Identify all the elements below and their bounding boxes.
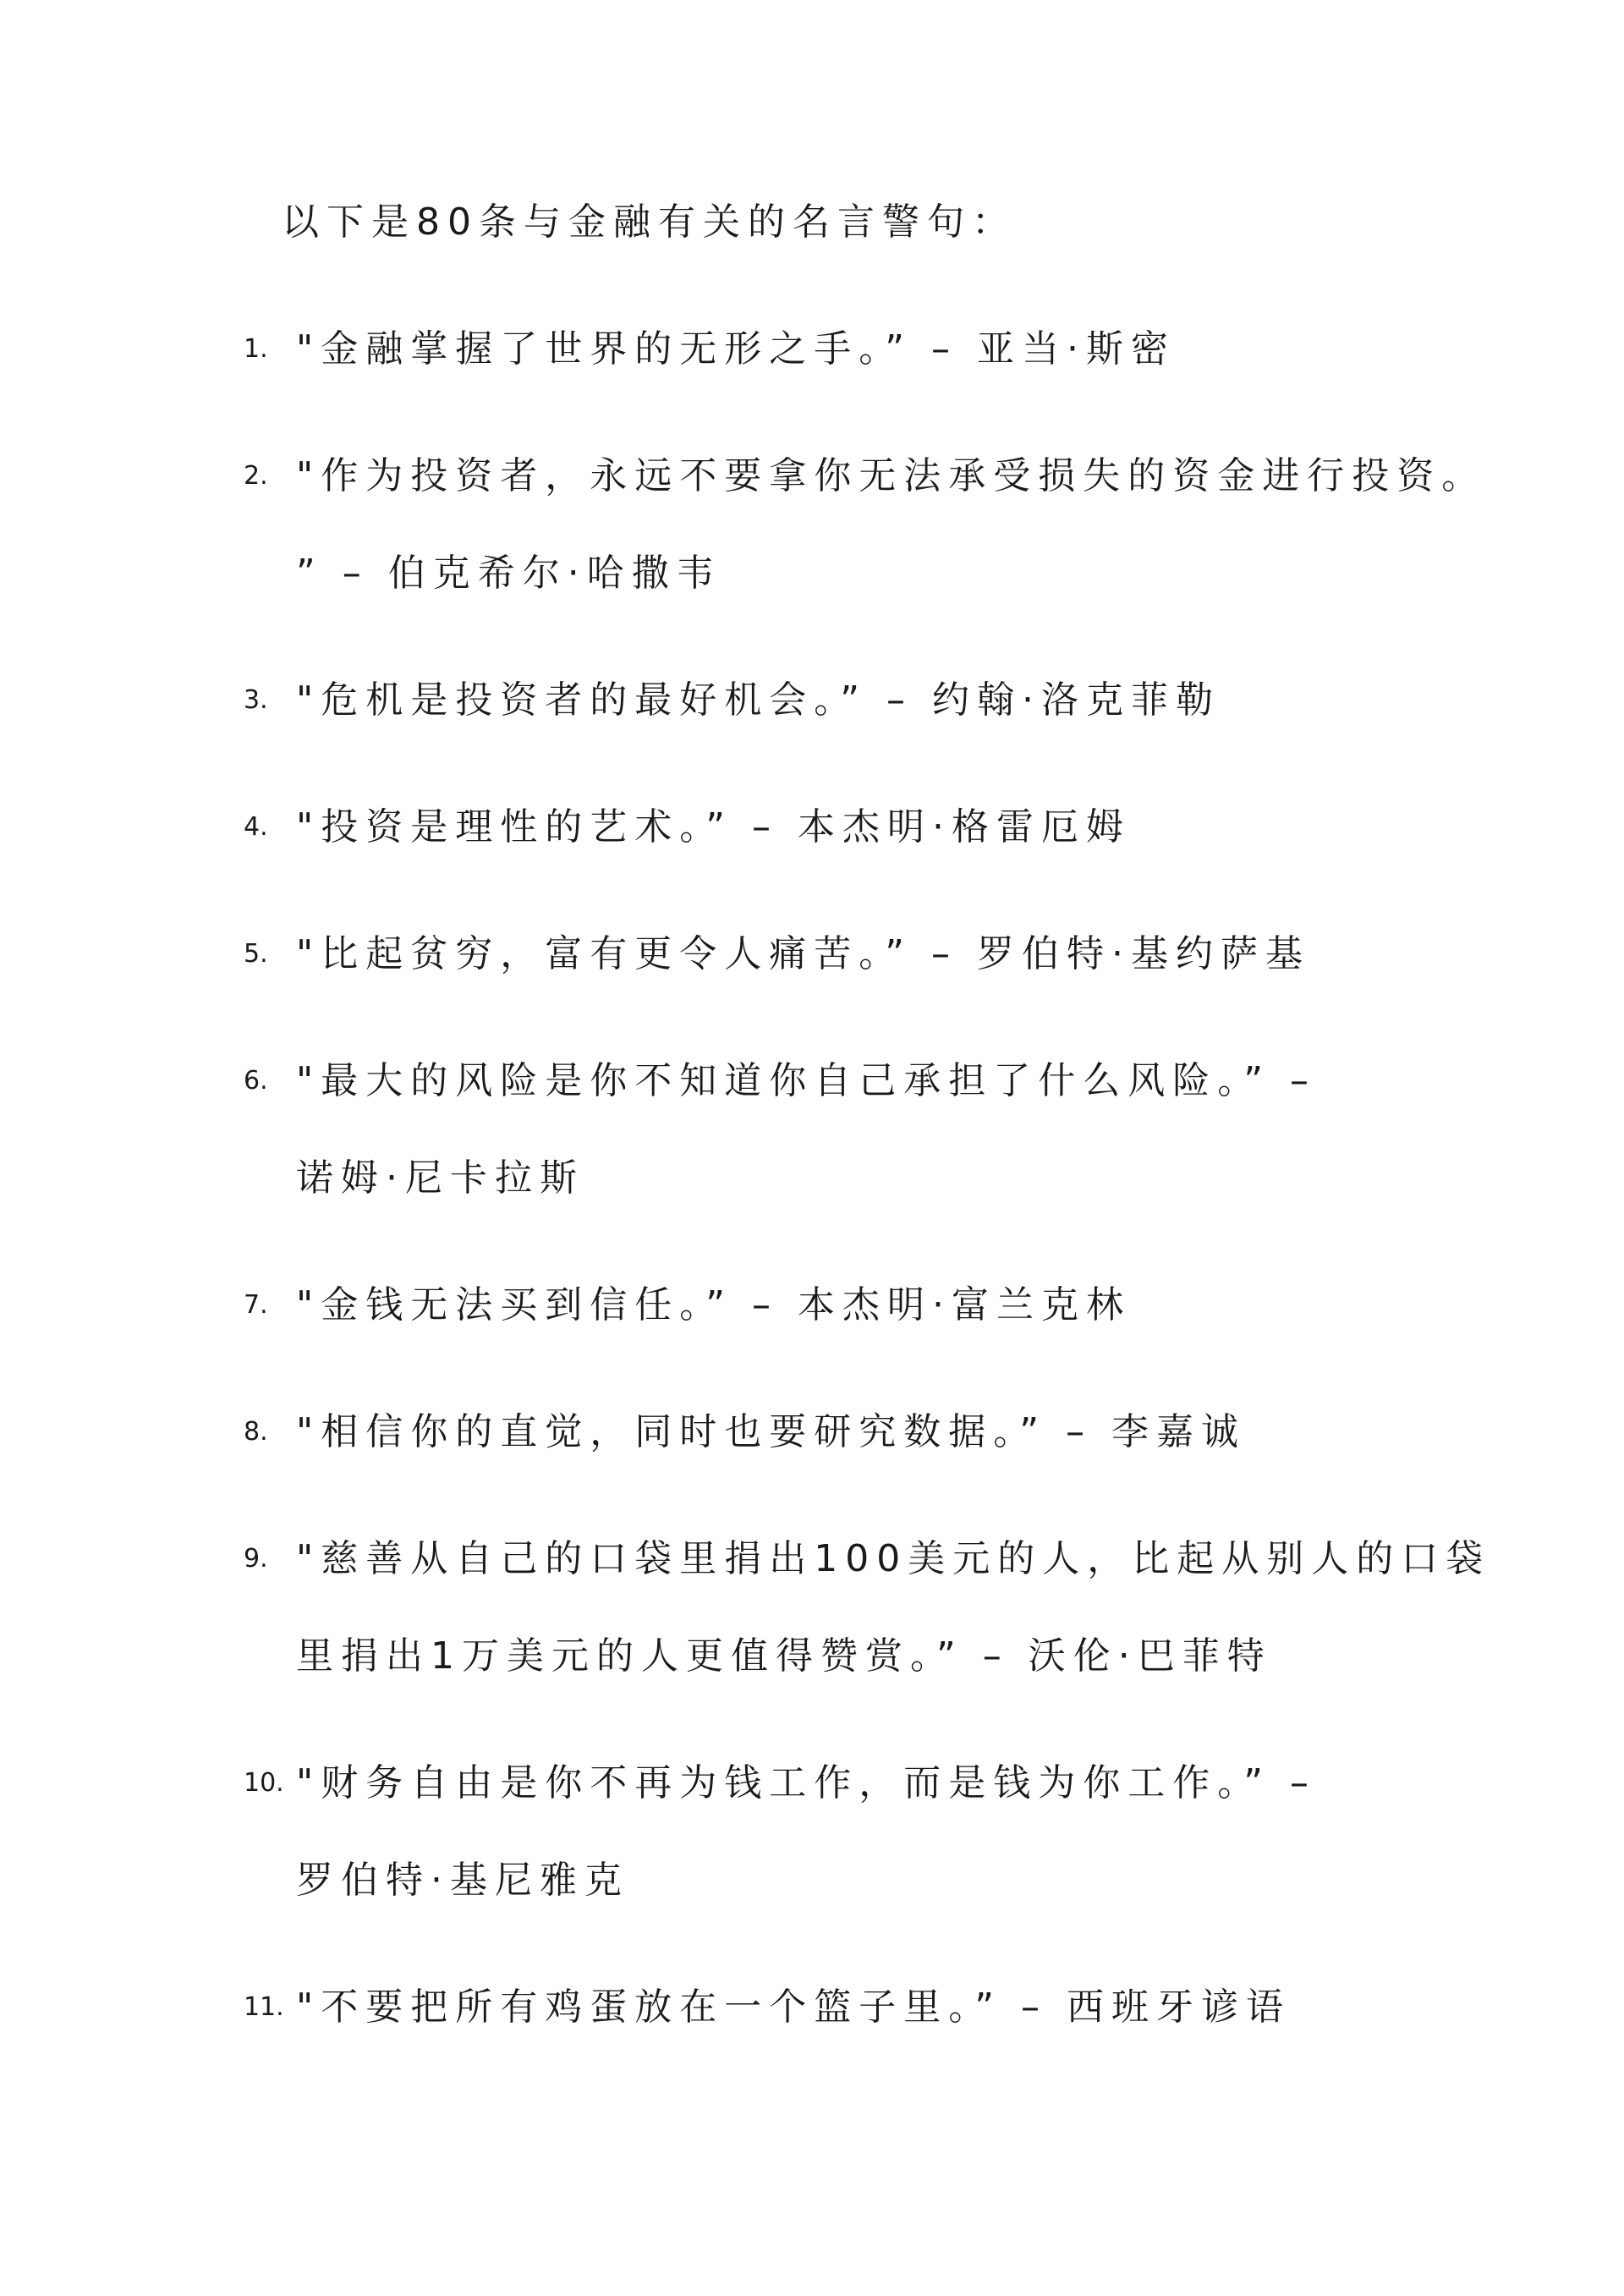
list-item-number: 3. [244,685,268,715]
list-item-number: 5. [244,939,268,969]
quote-text: 里捐出1万美元的人更值得赞赏。” – 沃伦·巴菲特 [296,1634,1272,1678]
quote-text: "最大的风险是你不知道你自己承担了什么风险。” – [296,1059,1317,1102]
list-item-number: 10. [244,1768,284,1798]
quote-text: 诺姆·尼卡拉斯 [296,1156,584,1200]
quote-text: "慈善从自己的口袋里捐出100美元的人，比起从别人的口袋 [296,1537,1491,1580]
quote-text: "财务自由是你不再为钱工作，而是钱为你工作。” – [296,1761,1317,1804]
quote-text: 罗伯特·基尼雅克 [296,1859,629,1902]
quote-text: "不要把所有鸡蛋放在一个篮子里。” – 西班牙谚语 [296,1986,1292,2029]
quote-text: "金钱无法买到信任。” – 本杰明·富兰克林 [296,1283,1131,1327]
quote-text: "比起贫穷，富有更令人痛苦。” – 罗伯特·基约萨基 [296,932,1310,975]
list-item-number: 2. [244,461,268,491]
quote-text: ” – 伯克希尔·哈撒韦 [296,552,721,595]
list-item-number: 4. [244,812,268,842]
list-item-number: 8. [244,1417,268,1447]
list-item-number: 1. [244,334,268,364]
list-item-number: 9. [244,1544,268,1574]
list-item-number: 6. [244,1066,268,1096]
quote-text: "金融掌握了世界的无形之手。” – 亚当·斯密 [296,327,1176,371]
intro-text: 以下是80条与金融有关的名言警句： [282,200,1017,244]
quote-text: "作为投资者，永远不要拿你无法承受损失的资金进行投资。 [296,454,1487,497]
list-item-number: 7. [244,1290,268,1320]
quote-text: "投资是理性的艺术。” – 本杰明·格雷厄姆 [296,805,1131,849]
quote-text: "危机是投资者的最好机会。” – 约翰·洛克菲勒 [296,678,1221,722]
list-item-number: 11. [244,1992,284,2022]
quote-text: "相信你的直觉，同时也要研究数据。” – 李嘉诚 [296,1410,1247,1453]
